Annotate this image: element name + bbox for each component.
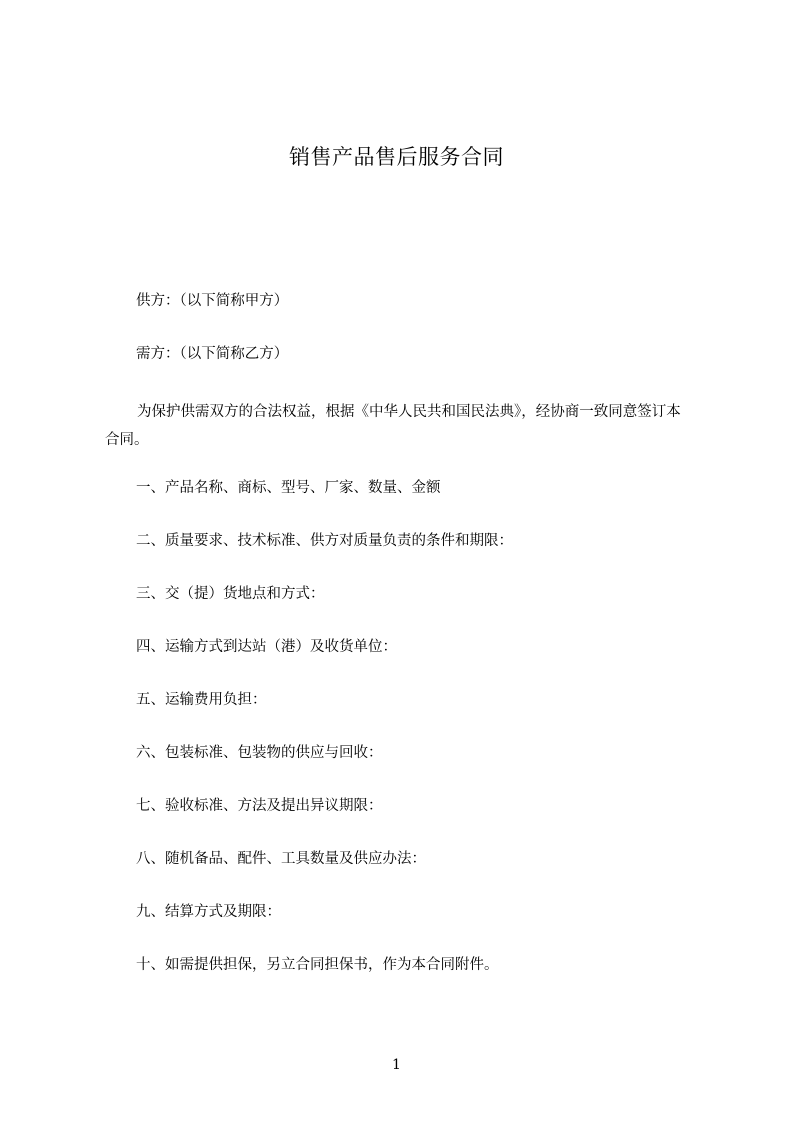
preamble-paragraph: 为保护供需双方的合法权益，根据《中华人民共和国民法典》，经协商一致同意签订本合同。 [105,404,681,448]
supplier-line: 供方：（以下简称甲方） [136,293,289,309]
document-title: 销售产品售后服务合同 [289,145,504,169]
clause-10: 十、如需提供担保，另立合同担保书，作为本合同附件。 [136,957,499,973]
clause-9: 九、结算方式及期限： [136,904,281,920]
clause-8: 八、随机备品、配件、工具数量及供应办法： [136,851,426,867]
clause-3: 三、交（提）货地点和方式： [136,586,325,602]
clause-2: 二、质量要求、技术标准、供方对质量负责的条件和期限： [136,533,513,549]
page-number: 1 [392,1057,401,1073]
clause-7: 七、验收标准、方法及提出异议期限： [136,798,383,814]
buyer-line: 需方：（以下简称乙方） [136,346,289,362]
clause-4: 四、运输方式到达站（港）及收货单位： [136,639,397,655]
clause-1: 一、产品名称、商标、型号、厂家、数量、金额 [136,480,441,496]
clause-5: 五、运输费用负担： [136,692,267,708]
clause-6: 六、包装标准、包装物的供应与回收： [136,745,383,761]
